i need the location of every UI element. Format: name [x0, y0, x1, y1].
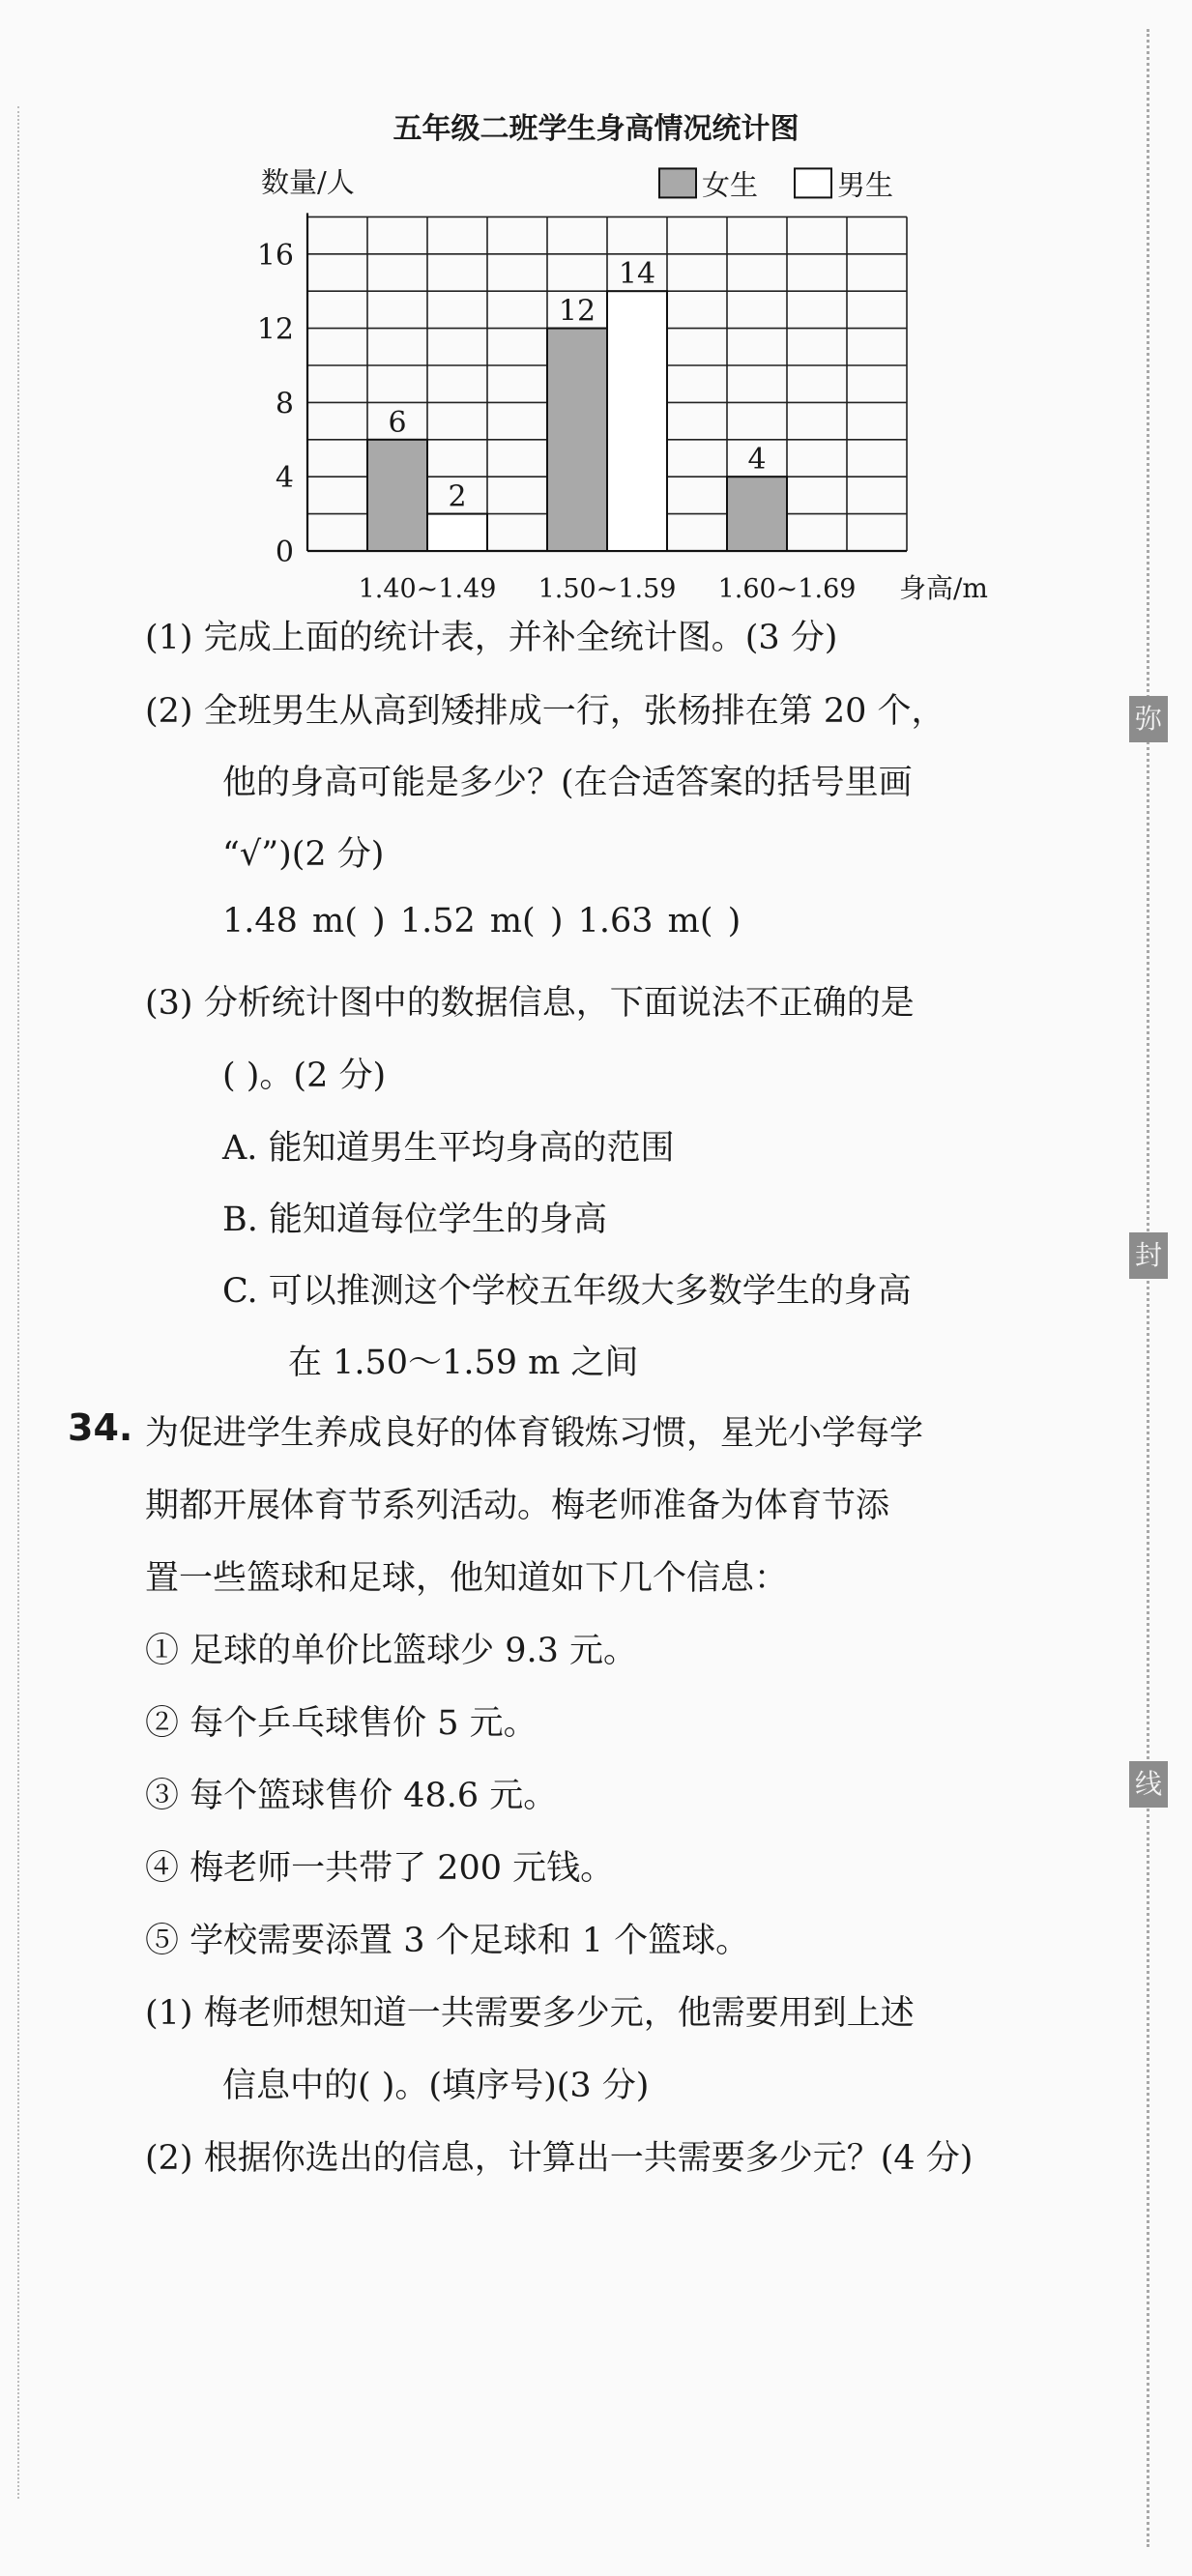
x-axis-label: 身高/m — [899, 572, 988, 604]
q33-option-c-line1: C. 可以推测这个学校五年级大多数学生的身高 — [222, 1272, 912, 1311]
y-axis-label: 数量/人 — [261, 165, 355, 199]
bar — [427, 514, 487, 551]
bar — [547, 329, 607, 551]
x-category-label: 1.50~1.59 — [538, 574, 677, 604]
y-tick-label: 0 — [275, 535, 294, 569]
q34-intro-line3: 置一些篮球和足球，他知道如下几个信息： — [145, 1559, 789, 1598]
q34-part2: (2) 根据你选出的信息，计算出一共需要多少元？(4 分) — [145, 2139, 974, 2178]
y-tick-label: 12 — [256, 312, 294, 347]
bar-value-label: 6 — [388, 405, 407, 440]
chart-bars — [367, 291, 787, 551]
q34-number: 34. — [68, 1406, 133, 1449]
bar — [727, 477, 787, 551]
q34-info-item: ③ 每个篮球售价 48.6 元。 — [145, 1777, 558, 1815]
legend-label: 男生 — [837, 168, 894, 202]
bar-value-label: 14 — [618, 257, 656, 292]
seal-mark-feng: 封 — [1129, 1232, 1168, 1279]
q34-part1-line1: (1) 梅老师想知道一共需要多少元，他需要用到上述 — [145, 1994, 915, 2033]
bar — [607, 291, 667, 551]
q33-part3-line1: (3) 分析统计图中的数据信息，下面说法不正确的是 — [145, 984, 915, 1023]
bar-value-label: 4 — [747, 443, 767, 478]
x-category-label: 1.40~1.49 — [358, 574, 497, 604]
q33-part3-line2: ( )。(2 分) — [222, 1056, 387, 1095]
height-bar-chart — [0, 145, 1192, 609]
bar-value-label: 2 — [448, 479, 467, 514]
q34-info-item: ① 足球的单价比篮球少 9.3 元。 — [145, 1632, 638, 1670]
q34-info-item: ② 每个乒乓球售价 5 元。 — [145, 1704, 538, 1743]
q33-part2-line3: “√”)(2 分) — [222, 835, 385, 874]
q33-part2-line1: (2) 全班男生从高到矮排成一行，张杨排在第 20 个， — [145, 692, 945, 731]
y-tick-label: 16 — [256, 238, 294, 273]
q33-part1: (1) 完成上面的统计表，并补全统计图。(3 分) — [145, 619, 838, 657]
bar — [367, 440, 427, 551]
y-tick-label: 4 — [275, 461, 294, 496]
q34-info-item: ⑤ 学校需要添置 3 个足球和 1 个篮球。 — [145, 1922, 750, 1960]
bar-value-label: 12 — [558, 294, 596, 329]
q34-intro-line2: 期都开展体育节系列活动。梅老师准备为体育节添 — [145, 1487, 890, 1525]
chart-title: 五年级二班学生身高情况统计图 — [392, 112, 800, 146]
q33-part2-options: 1.48 m( ) 1.52 m( ) 1.63 m( ) — [222, 902, 741, 941]
seal-mark-xian: 线 — [1129, 1761, 1168, 1808]
legend-swatch — [795, 168, 831, 197]
q34-info-item: ④ 梅老师一共带了 200 元钱。 — [145, 1849, 615, 1888]
q34-intro-line1: 为促进学生养成良好的体育锻炼习惯，星光小学每学 — [145, 1414, 924, 1453]
q34-part1-line2: 信息中的( )。(填序号)(3 分) — [222, 2067, 650, 2105]
q33-option-b: B. 能知道每位学生的身高 — [222, 1201, 607, 1239]
y-tick-label: 8 — [275, 387, 294, 421]
legend-label: 女生 — [702, 168, 759, 202]
x-category-label: 1.60~1.69 — [717, 574, 857, 604]
q33-option-a: A. 能知道男生平均身高的范围 — [222, 1129, 675, 1168]
seal-mark-mi: 弥 — [1129, 696, 1168, 742]
legend-swatch — [659, 168, 696, 197]
q33-option-c-line2: 在 1.50～1.59 m 之间 — [288, 1344, 639, 1382]
q33-part2-line2: 他的身高可能是多少？(在合适答案的括号里画 — [222, 764, 913, 802]
